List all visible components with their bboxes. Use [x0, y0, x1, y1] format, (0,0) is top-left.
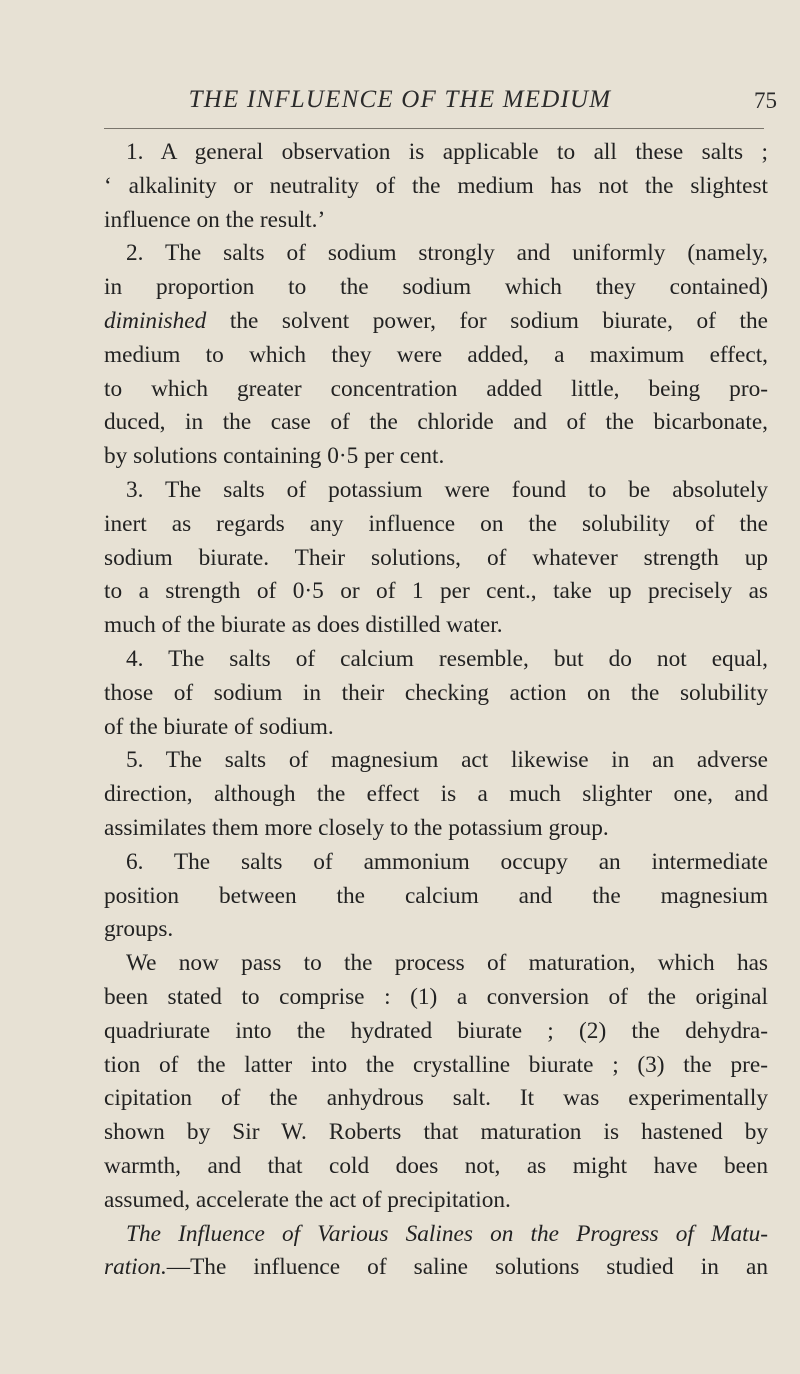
line-text: those of sodium in their checking action on the solubility: [104, 679, 768, 706]
italic-text: ration.: [104, 1254, 167, 1281]
line-text: groups.: [104, 916, 174, 943]
line-text: 5. The salts of magnesium act likewise in an adverse: [126, 747, 768, 774]
page-number: 75: [754, 88, 777, 113]
text-line: [104, 947, 768, 981]
text-line: [104, 744, 768, 778]
text-line: [104, 981, 768, 1015]
line-text: 1. A general observation is applicable to all these salts ;: [126, 139, 768, 165]
text-line: [104, 373, 768, 407]
text-line: [104, 204, 768, 238]
line-text: 3. The salts of potassium were found to be absolutely: [126, 476, 768, 503]
text-line: [104, 1049, 768, 1083]
text-line: [104, 1218, 768, 1252]
text-line: [104, 406, 768, 440]
line-text: 4. The salts of calcium resemble, but do not equal,: [126, 645, 768, 672]
text-line: [104, 170, 768, 204]
line-text: influence on the result.’: [104, 206, 326, 233]
text-line: [104, 1150, 768, 1184]
line-text: ‘ alkalinity or neutrality of the medium has not the slightest: [104, 172, 768, 199]
line-text: 2. The salts of sodium strongly and uniformly (namely,: [126, 240, 768, 267]
italic-text: The Influence of Various Salines on the Progress of Matu-: [126, 1220, 768, 1247]
line-text: assumed, accelerate the act of precipitation.: [104, 1186, 511, 1213]
text-line: [104, 440, 768, 474]
text-line: [104, 237, 768, 271]
text-line: [104, 136, 768, 170]
text-line: [104, 913, 768, 947]
text-line: [104, 1015, 768, 1049]
line-text: We now pass to the process of maturation, which has: [126, 950, 768, 977]
line-text: 6. The salts of ammonium occupy an intermediate: [126, 848, 768, 875]
header-rule: [104, 128, 764, 129]
text-line: [104, 339, 768, 373]
text-line: [104, 880, 768, 914]
line-text: by solutions containing 0·5 per cent.: [104, 443, 445, 470]
text-line: [104, 711, 768, 745]
text-line: [104, 846, 768, 880]
line-text: —The influence of saline solutions studied in an: [166, 1254, 768, 1281]
text-line: [104, 677, 768, 711]
line-text: inert as regards any influence on the solubility of the: [104, 510, 768, 537]
line-text: assimilates them more closely to the potassium group.: [104, 814, 609, 841]
text-line: [104, 643, 768, 677]
text-line: [104, 778, 768, 812]
italic-text: diminished: [104, 307, 207, 334]
line-text: medium to which they were added, a maximum effect,: [104, 341, 768, 368]
line-text: in proportion to the sodium which they contained): [104, 274, 768, 301]
text-line: [104, 1082, 768, 1116]
line-text: of the biurate of sodium.: [104, 713, 334, 740]
text-line: [104, 474, 768, 508]
running-head: [0, 86, 800, 122]
text-line: [104, 609, 768, 643]
line-text: warmth, and that cold does not, as might have been: [104, 1152, 768, 1179]
line-text: much of the biurate as does distilled water.: [104, 612, 503, 639]
running-title: THE INFLUENCE OF THE MEDIUM: [188, 86, 612, 113]
line-text: to a strength of 0·5 or of 1 per cent., take up precisely as: [104, 578, 768, 605]
line-text: the solvent power, for sodium biurate, of the: [206, 307, 768, 334]
line-text: sodium biurate. Their solutions, of whatever strength up: [104, 544, 768, 571]
text-line: [104, 508, 768, 542]
line-text: cipitation of the anhydrous salt. It was experimentally: [104, 1085, 768, 1112]
line-text: quadriurate into the hydrated biurate ; (2) the dehydra-: [104, 1017, 768, 1044]
line-text: to which greater concentration added little, being pro-: [104, 375, 768, 402]
text-line: [104, 542, 768, 576]
line-text: position between the calcium and the magnesium: [104, 882, 768, 909]
line-text: duced, in the case of the chloride and of the bicarbonate,: [104, 409, 768, 436]
line-text: direction, although the effect is a much slighter one, and: [104, 781, 768, 808]
line-text: shown by Sir W. Roberts that maturation is hastened by: [104, 1119, 768, 1146]
text-line: [104, 305, 768, 339]
text-line: [104, 812, 768, 846]
text-line: [104, 1184, 768, 1218]
text-line: [104, 271, 768, 305]
text-line: [104, 575, 768, 609]
text-line: [104, 1251, 768, 1285]
line-text: been stated to comprise : (1) a conversion of the original: [104, 983, 768, 1010]
body-text: [104, 136, 768, 1285]
line-text: tion of the latter into the crystalline biurate ; (3) the pre-: [104, 1051, 768, 1078]
text-line: [104, 1116, 768, 1150]
